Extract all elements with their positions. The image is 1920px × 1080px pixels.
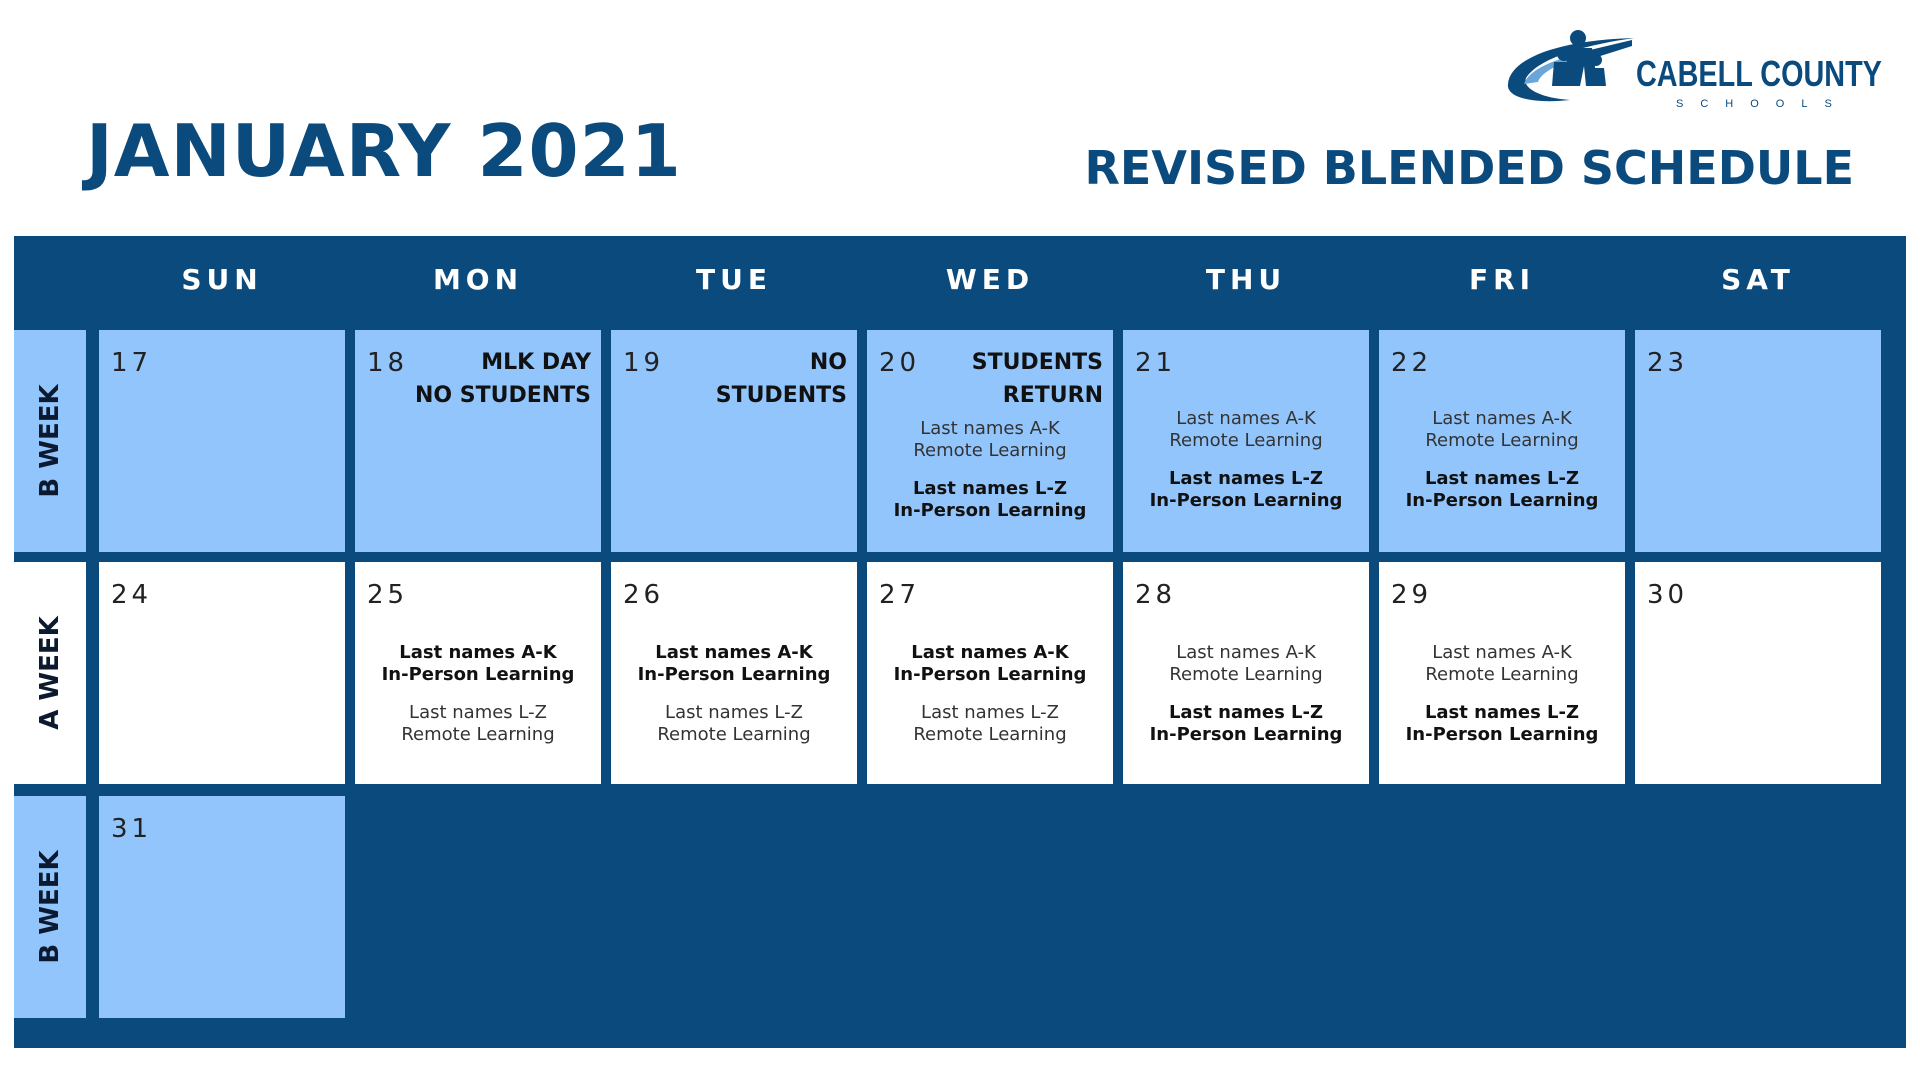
day-number: 19: [623, 348, 665, 378]
day-cell-25: [355, 562, 601, 784]
schedule-mode: In-Person Learning: [893, 664, 1087, 685]
schedule-mode: Remote Learning: [401, 724, 555, 745]
schedule-names: Last names L-Z: [665, 702, 803, 723]
day-header-sat: SAT: [1721, 263, 1795, 296]
day-cell-24: [99, 562, 345, 784]
logo-subtext: SCHOOLS: [1676, 98, 1849, 110]
schedule-mode: In-Person Learning: [893, 500, 1087, 521]
schedule-mode: Remote Learning: [1425, 430, 1579, 451]
schedule-group: [867, 418, 1113, 462]
schedule-mode: In-Person Learning: [1405, 490, 1599, 511]
day-note-line: STUDENTS: [715, 383, 847, 408]
day-cell-28: [1123, 562, 1369, 784]
schedule-mode: In-Person Learning: [1149, 724, 1343, 745]
schedule-names: Last names L-Z: [1168, 468, 1324, 489]
day-note-line: STUDENTS: [971, 350, 1103, 375]
day-cell-18: [355, 330, 601, 552]
day-cell-27: [867, 562, 1113, 784]
schedule-block: [867, 418, 1113, 538]
schedule-block: [611, 642, 857, 762]
day-number: 17: [111, 348, 153, 378]
week-label: [14, 562, 86, 784]
day-cell-17: [99, 330, 345, 552]
schedule-mode: Remote Learning: [657, 724, 811, 745]
day-note: [716, 346, 847, 412]
day-header-fri: FRI: [1468, 263, 1536, 296]
schedule-group: [1379, 642, 1625, 686]
schedule-mode: Remote Learning: [913, 724, 1067, 745]
schedule-names: Last names A-K: [1176, 642, 1316, 663]
day-note-line: RETURN: [1002, 383, 1103, 408]
schedule-names: Last names A-K: [1432, 408, 1572, 429]
week-label: [14, 330, 86, 552]
schedule-group: [867, 642, 1113, 686]
day-number: 23: [1647, 348, 1689, 378]
schedule-names: Last names L-Z: [1424, 468, 1580, 489]
week-label-text: A WEEK: [35, 616, 65, 730]
schedule-mode: Remote Learning: [1169, 430, 1323, 451]
schedule-group: [1123, 408, 1369, 452]
page-title: JANUARY 2021: [86, 109, 682, 193]
day-cell-29: [1379, 562, 1625, 784]
day-number: 18: [367, 348, 409, 378]
schedule-mode: In-Person Learning: [1149, 490, 1343, 511]
day-cell-22: [1379, 330, 1625, 552]
schedule-group: [355, 642, 601, 686]
schedule-mode: In-Person Learning: [381, 664, 575, 685]
day-note: [972, 346, 1103, 412]
schedule-names: Last names A-K: [1432, 642, 1572, 663]
week-label: [14, 796, 86, 1018]
schedule-group: [1379, 702, 1625, 746]
day-header-wed: WED: [945, 263, 1035, 296]
day-number: 26: [623, 580, 665, 610]
schedule-mode: In-Person Learning: [637, 664, 831, 685]
schedule-group: [611, 642, 857, 686]
day-note-line: NO: [809, 350, 847, 375]
schedule-block: [867, 642, 1113, 762]
schedule-mode: In-Person Learning: [1405, 724, 1599, 745]
schedule-mode: Remote Learning: [1425, 664, 1579, 685]
schedule-names: Last names L-Z: [912, 478, 1068, 499]
day-number: 21: [1135, 348, 1177, 378]
day-cell-30: [1635, 562, 1881, 784]
day-number: 30: [1647, 580, 1689, 610]
day-header-thu: THU: [1205, 263, 1287, 296]
day-cell-21: [1123, 330, 1369, 552]
schedule-group: [1123, 642, 1369, 686]
day-number: 31: [111, 814, 153, 844]
schedule-names: Last names A-K: [655, 642, 813, 663]
day-number: 22: [1391, 348, 1433, 378]
schedule-names: Last names A-K: [911, 642, 1069, 663]
day-number: 24: [111, 580, 153, 610]
day-header-mon: MON: [432, 263, 524, 296]
day-number: 29: [1391, 580, 1433, 610]
schedule-group: [867, 702, 1113, 746]
day-cell-23: [1635, 330, 1881, 552]
schedule-names: Last names L-Z: [1168, 702, 1324, 723]
schedule-group: [355, 702, 601, 746]
schedule-group: [1123, 468, 1369, 512]
schedule-group: [1379, 468, 1625, 512]
logo-wordmark: CABELL COUNTY: [1636, 53, 1882, 94]
schedule-mode: Remote Learning: [1169, 664, 1323, 685]
schedule-block: [1123, 408, 1369, 528]
schedule-block: [1379, 642, 1625, 762]
day-cell-20: [867, 330, 1113, 552]
week-label-text: B WEEK: [35, 850, 65, 964]
calendar-grid: [14, 236, 1906, 1048]
schedule-group: [867, 478, 1113, 522]
day-cell-19: [611, 330, 857, 552]
day-header-tue: TUE: [696, 263, 772, 296]
day-number: 28: [1135, 580, 1177, 610]
day-number: 20: [879, 348, 921, 378]
day-header-sun: SUN: [181, 263, 263, 296]
day-note-line: NO STUDENTS: [414, 383, 591, 408]
schedule-group: [1379, 408, 1625, 452]
district-logo-icon: [1500, 22, 1640, 112]
schedule-block: [1379, 408, 1625, 528]
schedule-names: Last names A-K: [1176, 408, 1316, 429]
schedule-names: Last names L-Z: [921, 702, 1059, 723]
schedule-names: Last names L-Z: [1424, 702, 1580, 723]
schedule-names: Last names A-K: [399, 642, 557, 663]
schedule-mode: Remote Learning: [913, 440, 1067, 461]
schedule-names: Last names L-Z: [409, 702, 547, 723]
district-logo: [1500, 22, 1882, 112]
page-subtitle: REVISED BLENDED SCHEDULE: [1084, 141, 1854, 195]
schedule-block: [1123, 642, 1369, 762]
day-cell-31: [99, 796, 345, 1018]
day-note: [415, 346, 591, 412]
schedule-group: [1123, 702, 1369, 746]
day-number: 25: [367, 580, 409, 610]
schedule-names: Last names A-K: [920, 418, 1060, 439]
schedule-block: [355, 642, 601, 762]
day-note-line: MLK DAY: [481, 350, 591, 375]
day-cell-26: [611, 562, 857, 784]
week-label-text: B WEEK: [35, 384, 65, 498]
schedule-group: [611, 702, 857, 746]
day-number: 27: [879, 580, 921, 610]
